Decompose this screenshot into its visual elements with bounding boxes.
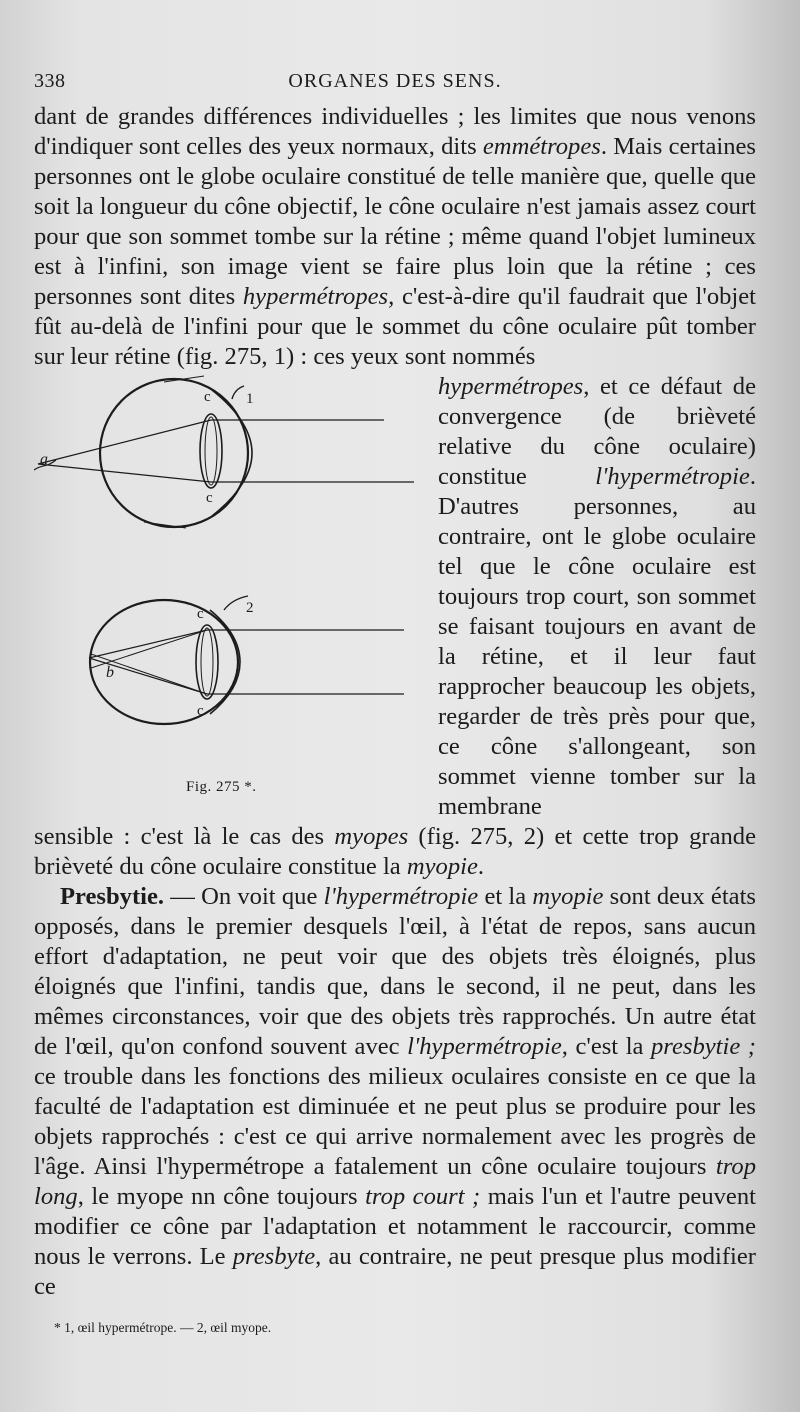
body-text [34, 102, 756, 1302]
italic-term: l'hypermétropie [323, 883, 479, 910]
paragraph-1-side: hypermétropes, et ce défaut de convergence (de brièveté relative du cône oculaire) constitue l'hypermétropie. D'autres personnes, au contraire, ont le globe oculaire tel que le cône oculaire est toujours trop court, son sommet se faisant toujours en avant de la rétine, et il leur faut rapprocher beaucoup les objets, regarder de très près pour que, ce cône s'allongeant, son sommet vienne tomber sur la membrane [438, 373, 756, 820]
italic-term: presbyte [232, 1243, 316, 1270]
figure-caption: Fig. 275 *. [186, 779, 257, 795]
running-title: ORGANES DES SENS. [288, 70, 502, 92]
eye-2-label-b: b [106, 664, 114, 681]
paragraph-1-bottom: sensible : c'est là le cas des myopes (fig. 275, 2) et cette trop grande brièveté du cône oculaire constitue la myopie. [34, 823, 756, 880]
figure-275 [34, 372, 424, 822]
italic-term: hypermétropes [438, 373, 584, 400]
italic-term: myopes [334, 823, 409, 850]
italic-term: myopie [406, 853, 478, 880]
page [34, 66, 756, 1336]
footnote: * 1, œil hypermétrope. — 2, œil myope. [54, 1320, 272, 1335]
figure-block [34, 372, 756, 822]
italic-term: emmétropes [482, 133, 601, 160]
italic-term: myopie [532, 883, 604, 910]
italic-term: hypermétropes, [242, 283, 395, 310]
eye-1-hypermetrope [34, 376, 414, 528]
eye-diagram [34, 372, 424, 772]
eye-1-label-c-top: c [204, 389, 211, 405]
eye-2-label-c-bottom: c [197, 703, 204, 719]
page-header [34, 66, 756, 102]
page-number: 338 [34, 70, 66, 92]
eye-2-label-c-top: c [197, 606, 204, 622]
italic-term: trop long [34, 1153, 756, 1210]
paragraph-1-top: dant de grandes différences individuelles ; les limites que nous venons d'indiquer sont celles des yeux normaux, dits emmétropes. Mais certaines personnes ont le globe oculaire constitué de telle manière que, quelle que soit la longueur du cône objectif, le cône oculaire n'est jamais assez court pour que son sommet tombe sur la rétine ; même quand l'objet lumineux est à l'infini, son image vient se faire plus loin que la rétine ; ces personnes sont dites hypermétropes, c'est-à-dire qu'il faudrait que l'objet fût au-delà de l'infini pour que le sommet du cône oculaire pût tomber sur leur rétine (fig. 275, 1) : ces yeux sont nommés [34, 103, 756, 370]
italic-term: trop court ; [365, 1183, 481, 1210]
section-heading: Presbytie. [60, 883, 165, 910]
eye-1-label-a: a [40, 451, 48, 468]
eye-2-number: 2 [246, 600, 254, 616]
paragraph-presbytie: Presbytie. — On voit que l'hypermétropie et la myopie sont deux états opposés, dans le premier desquels l'œil, à l'état de repos, sans aucun effort d'adaptation, ne peut voir que des objets très éloignés, plus éloignés que l'infini, tandis que, dans le second, il ne peut, dans les mêmes circonstances, voir que des objets très rapprochés. Un autre état de l'œil, qu'on confond souvent avec l'hypermétropie, c'est la presbytie ; ce trouble dans les fonctions des milieux oculaires consiste en ce que la faculté de l'adaptation est diminuée et ne peut plus se produire pour les objets rapprochés : c'est ce qui arrive normalement avec les progrès de l'âge. Ainsi l'hypermétrope a fatalement un cône oculaire toujours trop long, le myope nn cône toujours trop court ; mais l'un et l'autre peuvent modifier ce cône par l'adaptation et notamment le raccourcir, comme nous le verrons. Le presbyte, au contraire, ne peut presque plus modifier ce [34, 883, 756, 1300]
eye-1-label-c-bottom: c [206, 490, 213, 506]
eye-1-number: 1 [246, 391, 254, 407]
italic-term: l'hypermétropie [595, 463, 750, 490]
italic-term: presbytie ; [651, 1033, 756, 1060]
italic-term: l'hypermétropie [407, 1033, 562, 1060]
side-column [438, 372, 756, 822]
